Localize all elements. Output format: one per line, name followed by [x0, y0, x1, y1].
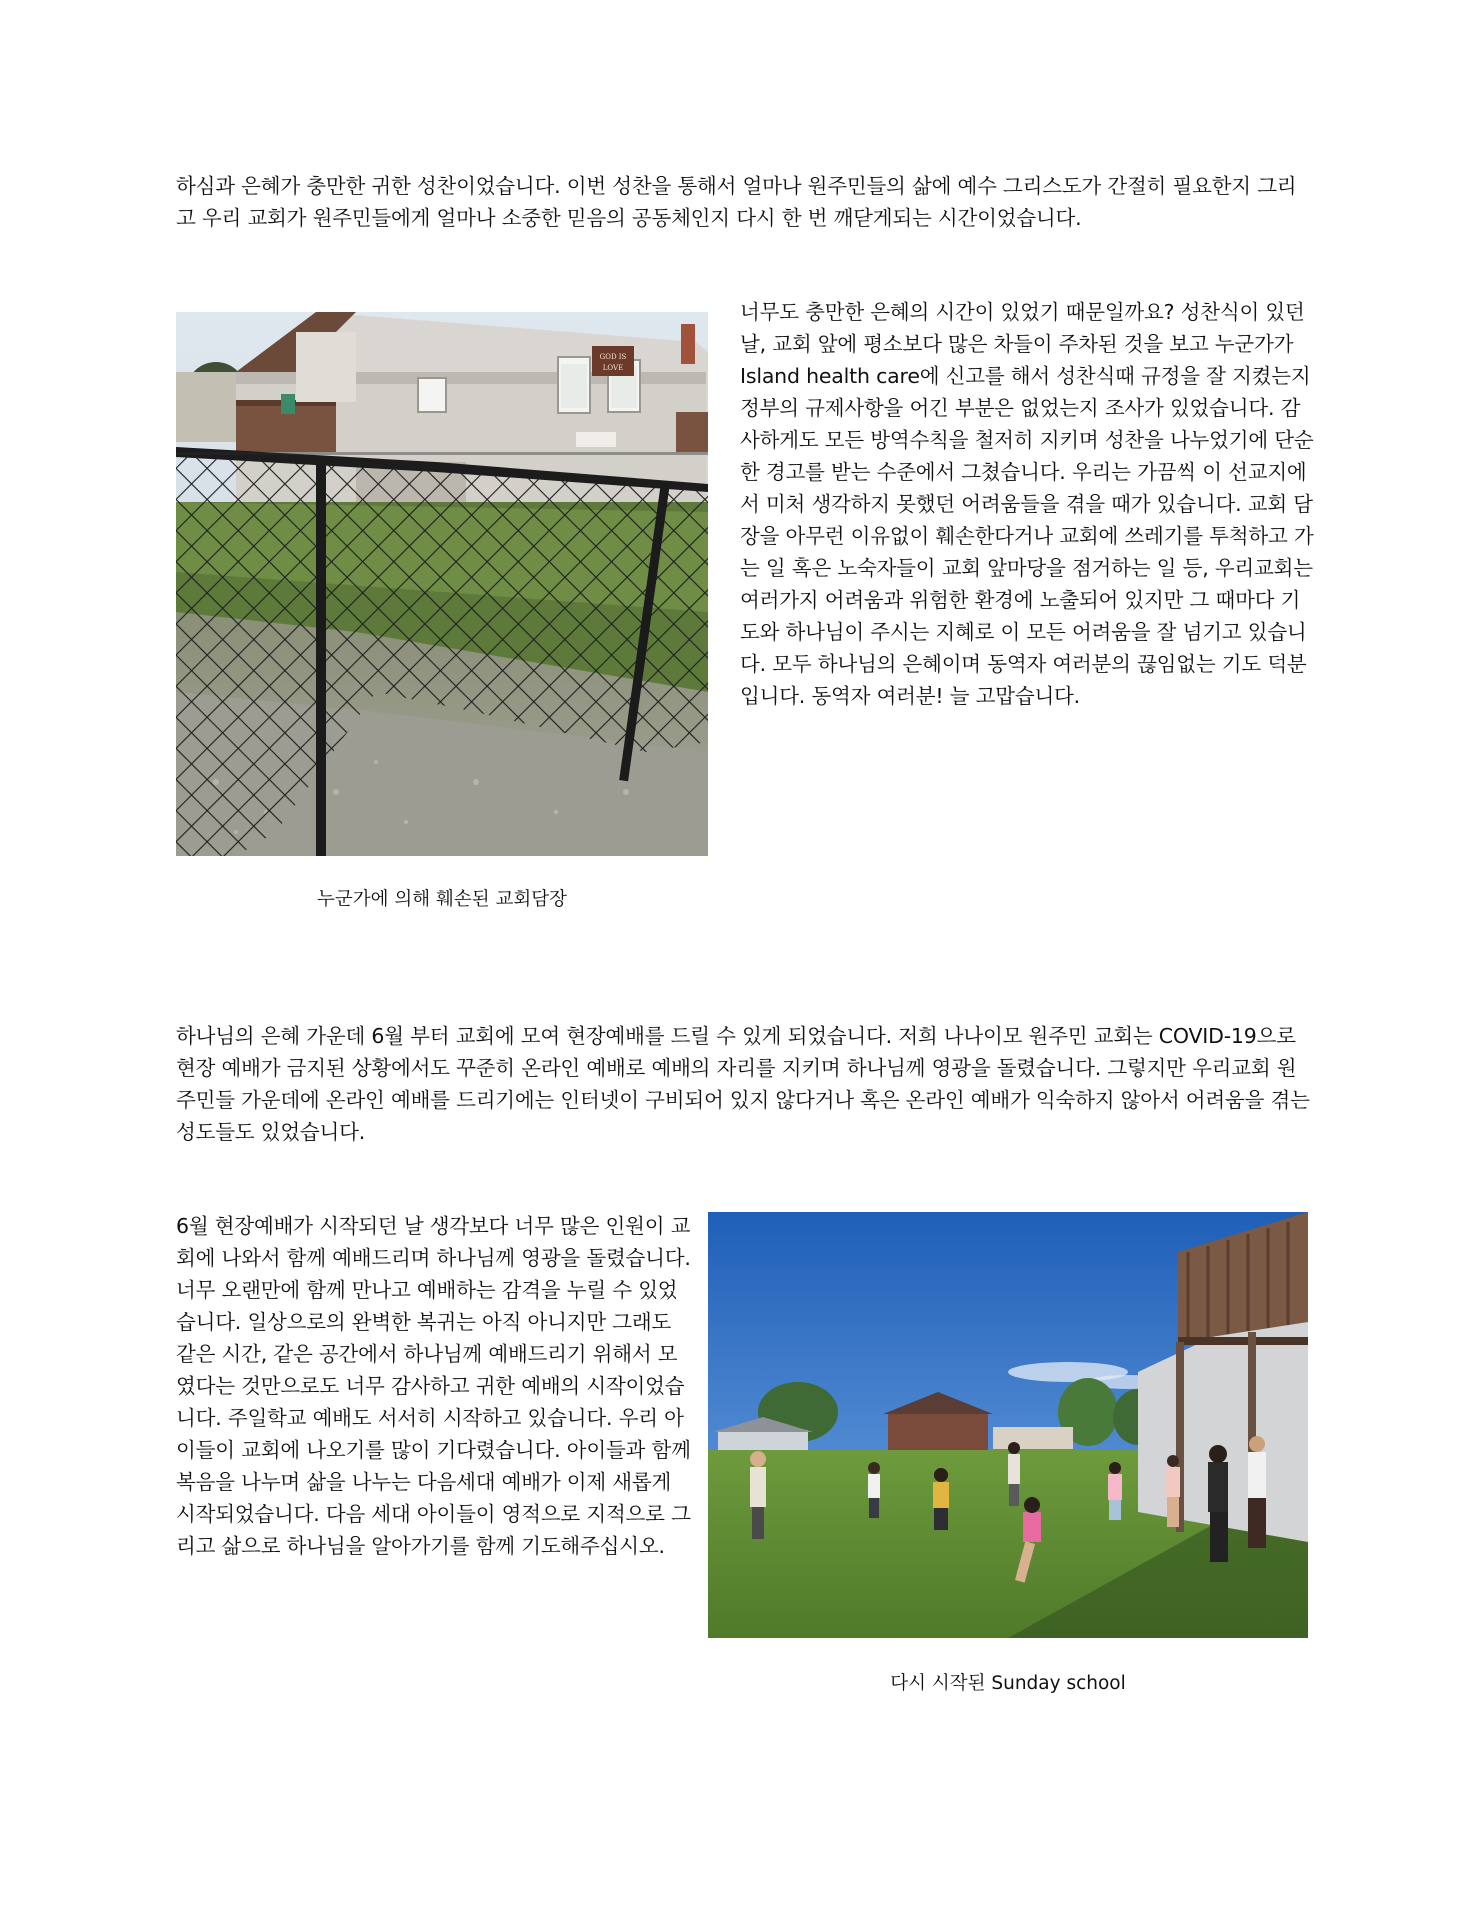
sunday-school-illustration — [708, 1212, 1308, 1638]
sunday-school-caption: 다시 시작된 Sunday school — [890, 1673, 1126, 1694]
paragraph-sunday-school: 6월 현장예배가 시작되던 날 생각보다 너무 많은 인원이 교회에 나와서 함께 예배드리며 하나님께 영광을 돌렸습니다. 너무 오랜만에 함께 만나고 예배하는 감격을 누릴 수 있었습니다. 일상으로의 완벽한 복귀는 아직 아니지만 그래도 같은 시간, 같은 공간에서 하나님께 예배드리기 위해서 모였다는 것만으로도 너무 감사하고 귀한 예배의 시작이었습니다. 주일학교 예배도 서서히 시작하고 있습니다. 우리 아이들이 교회에 나오기를 많이 기다렸습니다. 아이들과 함께 복음을 나누며 삶을 나누는 다음세대 예배가 이제 새롭게 시작되었습니다. 다음 세대 아이들이 영적으로 지적으로 그리고 삶으로 하나님을 알아가기를 함께 기도해주십시오. — [176, 1214, 691, 1558]
sign-text-line1: GOD IS — [599, 353, 627, 361]
paragraph-inspection: 너무도 충만한 은혜의 시간이 있었기 때문일까요? 성찬식이 있던 날, 교회 앞에 평소보다 많은 차들이 주차된 것을 보고 누군가가 Island health care에 신고를 해서 성찬식때 규정을 잘 지켰는지 정부의 규제사항을 어긴 부분은 없었는지 조사가 있었습니다. 감사하게도 모든 방역수칙을 철저히 지키며 성찬을 나누었기에 단순한 경고를 받는 수준에서 그쳤습니다. 우리는 가끔씩 이 선교지에서 미처 생각하지 못했던 어려움들을 겪을 때가 있습니다. 교회 담장을 아무런 이유없이 훼손한다거나 교회에 쓰레기를 투척하고 가는 일 혹은 노숙자들이 교회 앞마당을 점거하는 일 등, 우리교회는 여러가지 어려움과 위험한 환경에 노출되어 있지만 그 때마다 기도와 하나님이 주시는 지혜로 이 모든 어려움을 잘 넘기고 있습니다. 모두 하나님의 은혜이며 동역자 여러분의 끊임없는 기도 덕분입니다. 동역자 여러분! 늘 고맙습니다. — [740, 300, 1314, 708]
damaged-fence-photo — [176, 312, 708, 856]
sunday-school-photo — [708, 1212, 1308, 1638]
paragraph-intro: 하심과 은혜가 충만한 귀한 성찬이었습니다. 이번 성찬을 통해서 얼마나 원주민들의 삶에 예수 그리스도가 간절히 필요한지 그리고 우리 교회가 원주민들에게 얼마나 소중한 믿음의 공동체인지 다시 한 번 깨닫게되는 시간이었습니다. — [176, 174, 1297, 230]
fence-photo-caption: 누군가에 의해 훼손된 교회담장 — [317, 889, 567, 910]
sign-text-line2: LOVE — [602, 364, 624, 372]
fence-photo-illustration — [176, 312, 708, 856]
paragraph-in-person-worship: 하나님의 은혜 가운데 6월 부터 교회에 모여 현장예배를 드릴 수 있게 되었습니다. 저희 나나이모 원주민 교회는 COVID-19으로 현장 예배가 금지된 상황에서도 꾸준히 온라인 예배로 예배의 자리를 지키며 하나님께 영광을 돌렸습니다. 그렇지만 우리교회 원주민들 가운데에 온라인 예배를 드리기에는 인터넷이 구비되어 있지 않다거나 혹은 온라인 예배가 익숙하지 않아서 어려움을 겪는 성도들도 있었습니다. — [176, 1024, 1310, 1144]
